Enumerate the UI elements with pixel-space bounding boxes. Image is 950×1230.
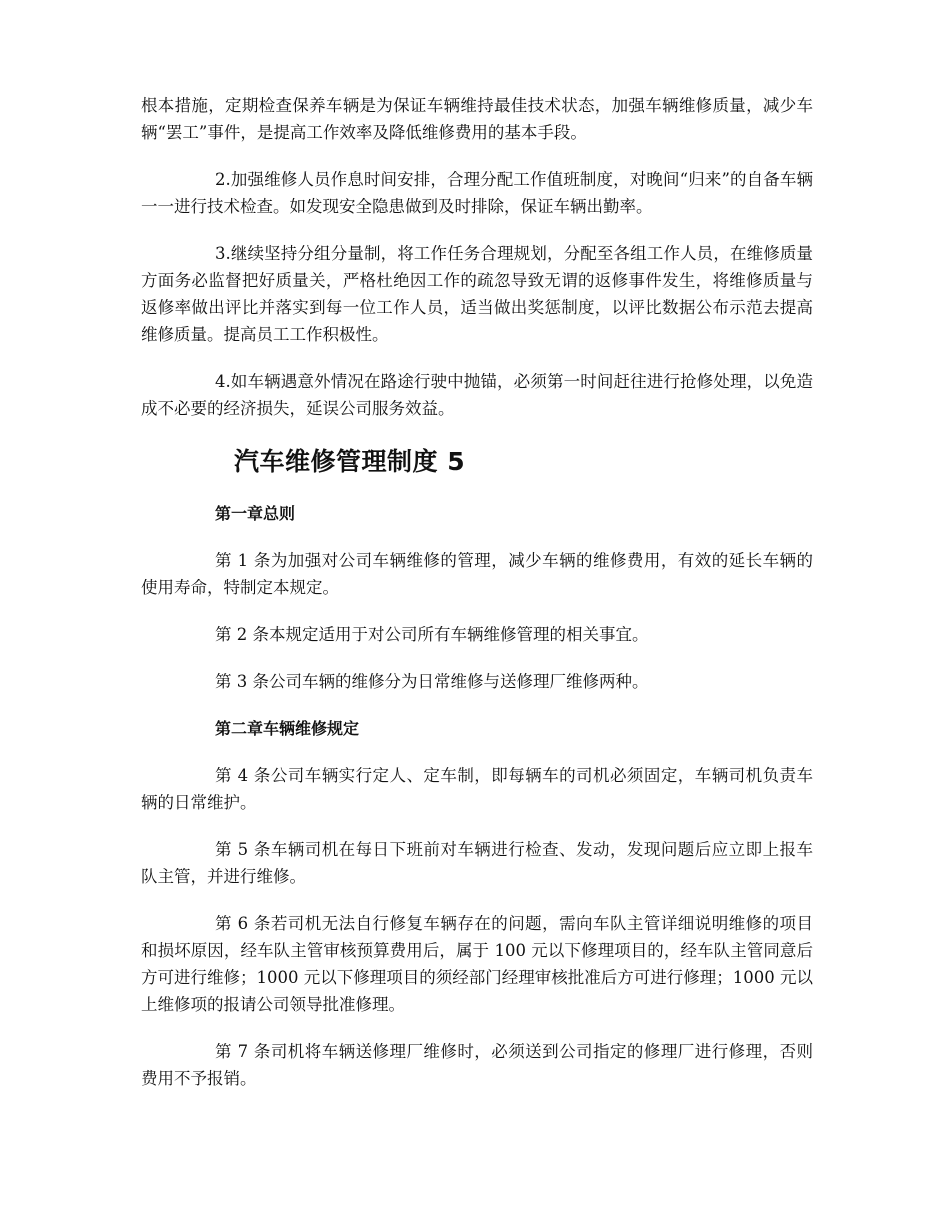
- article-7: 第 7 条司机将车辆送修理厂维修时，必须送到公司指定的修理厂进行修理，否则费用不予报销。: [141, 1042, 813, 1088]
- measure-item-3: 3.继续坚持分组分量制，将工作任务合理规划，分配至各组工作人员，在维修质量方面务必监督把好质量关，严格杜绝因工作的疏忽导致无谓的返修事件发生，将维修质量与返修率做出评比并落实到每一位工作人员，适当做出奖惩制度，以评比数据公布示范去提高维修质量。提高员工工作积极性。: [141, 244, 813, 344]
- article-4: 第 4 条公司车辆实行定人、定车制，即每辆车的司机必须固定，车辆司机负责车辆的日常维护。: [141, 766, 813, 812]
- article-3: 第 3 条公司车辆的维修分为日常维修与送修理厂维修两种。: [215, 672, 649, 691]
- measure-item-4: 4.如车辆遇意外情况在路途行驶中抛锚，必须第一时间赶往进行抢修处理，以免造成不必要的经济损失，延误公司服务效益。: [141, 372, 813, 418]
- continuation-paragraph: 根本措施，定期检查保养车辆是为保证车辆维持最佳技术状态，加强车辆维修质量，减少车辆“罢工”事件，是提高工作效率及降低维修费用的基本手段。: [141, 96, 813, 142]
- chapter-2-heading: 第二章车辆维修规定: [215, 719, 360, 738]
- article-5: 第 5 条车辆司机在每日下班前对车辆进行检查、发动，发现问题后应立即上报车队主管，并进行维修。: [141, 840, 813, 886]
- article-6: 第 6 条若司机无法自行修复车辆存在的问题，需向车队主管详细说明维修的项目和损坏原因，经车队主管审核预算费用后，属于 100 元以下修理项目的，经车队主管同意后方可进行维修；1000 元以下修理项目的须经部门经理审核批准后方可进行修理；1000 元以上维修项的报请公司领导批准修理。: [141, 914, 813, 1014]
- measure-item-2: 2.加强维修人员作息时间安排，合理分配工作值班制度，对晚间“归来”的自备车辆一一进行技术检查。如发现安全隐患做到及时排除，保证车辆出勤率。: [141, 170, 813, 216]
- document-body: [141, 92, 813, 1112]
- article-1: 第 1 条为加强对公司车辆维修的管理，减少车辆的维修费用，有效的延长车辆的使用寿命，特制定本规定。: [141, 551, 813, 597]
- chapter-1-heading: 第一章总则: [215, 504, 296, 523]
- document-title: 汽车维修管理制度 5: [234, 447, 466, 476]
- article-2: 第 2 条本规定适用于对公司所有车辆维修管理的相关事宜。: [215, 625, 649, 644]
